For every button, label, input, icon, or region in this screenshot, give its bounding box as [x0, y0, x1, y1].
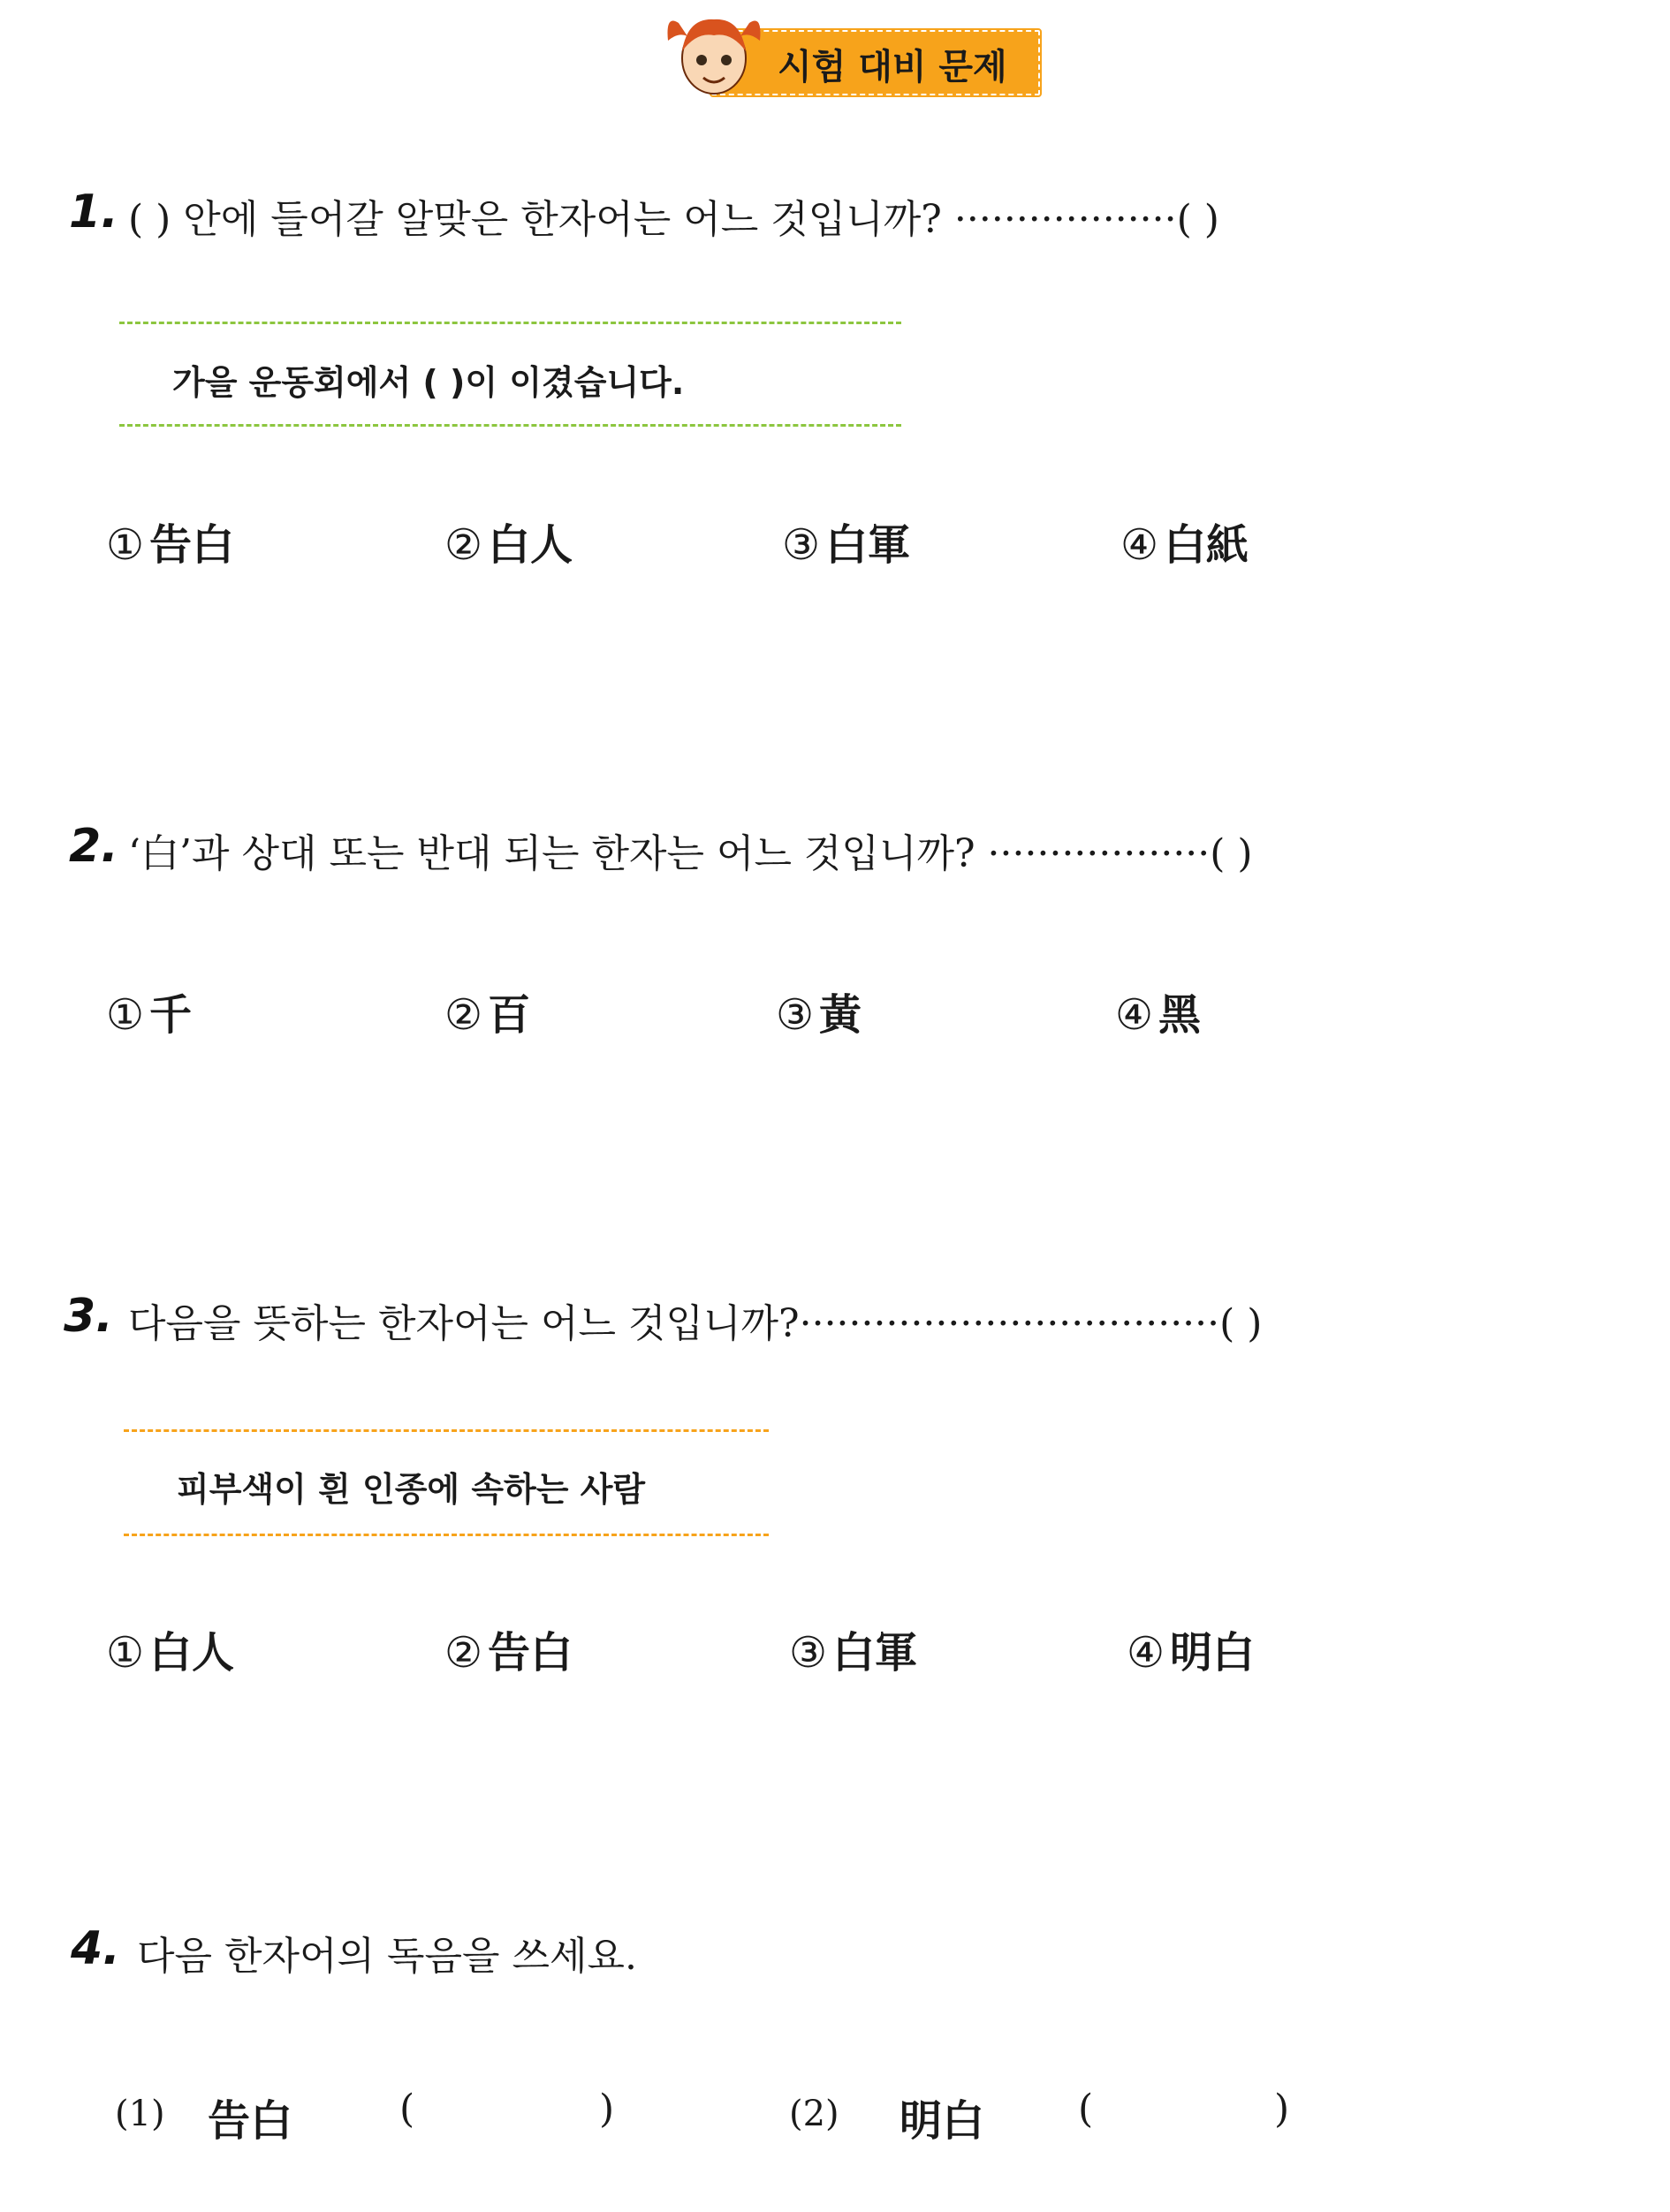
option-3[interactable]: ③ 黃 — [776, 990, 862, 1040]
question-1-box-text: 가을 운동회에서 ( )이 이겼습니다. — [172, 363, 685, 402]
divider — [119, 424, 901, 427]
item-1-hanja: 告白 — [208, 2096, 293, 2146]
option-2[interactable]: ② 告白 — [444, 1628, 573, 1678]
divider — [124, 1429, 769, 1432]
option-3[interactable]: ③ 白軍 — [782, 520, 911, 570]
option-3[interactable]: ③ 白軍 — [789, 1628, 918, 1678]
option-4[interactable]: ④ 明白 — [1127, 1628, 1256, 1678]
question-2-number: 2. — [69, 820, 118, 873]
question-3-text: 다음을 뜻하는 한자어는 어느 것입니까?··································( ) — [128, 1301, 1263, 1346]
girl-mascot-icon — [661, 5, 767, 102]
option-2[interactable]: ② 白人 — [444, 520, 573, 570]
question-1-text: ( ) 안에 들어갈 알맞은 한자어는 어느 것입니까? ··················( ) — [128, 197, 1219, 242]
question-3-box-text: 피부색이 흰 인종에 속하는 사람 — [177, 1470, 646, 1509]
item-1-answer-close[interactable]: ) — [599, 2087, 615, 2132]
question-1-number: 1. — [69, 186, 118, 239]
option-4[interactable]: ④ 白紙 — [1120, 520, 1249, 570]
divider — [119, 322, 901, 324]
option-4[interactable]: ④ 黑 — [1115, 990, 1202, 1040]
option-2[interactable]: ② 百 — [444, 990, 531, 1040]
item-1-answer-open[interactable]: ( — [399, 2087, 415, 2132]
question-3-number: 3. — [64, 1290, 113, 1343]
item-2-hanja: 明白 — [900, 2096, 985, 2146]
question-4-number: 4. — [71, 1922, 120, 1975]
option-1[interactable]: ① 千 — [106, 990, 193, 1040]
item-2-answer-close[interactable]: ) — [1274, 2087, 1290, 2132]
item-2-answer-open[interactable]: ( — [1078, 2087, 1094, 2132]
question-4-text: 다음 한자어의 독음을 쓰세요. — [137, 1934, 637, 1979]
page-title: 시험 대비 문제 — [778, 47, 1007, 87]
item-2-mark: (2) — [789, 2094, 839, 2134]
divider — [124, 1534, 769, 1536]
option-1[interactable]: ① 白人 — [106, 1628, 235, 1678]
option-1[interactable]: ① 告白 — [106, 520, 235, 570]
item-1-mark: (1) — [115, 2094, 165, 2134]
question-2-text: ‘白’과 상대 또는 반대 되는 한자는 어느 것입니까? ··················( ) — [128, 831, 1253, 876]
